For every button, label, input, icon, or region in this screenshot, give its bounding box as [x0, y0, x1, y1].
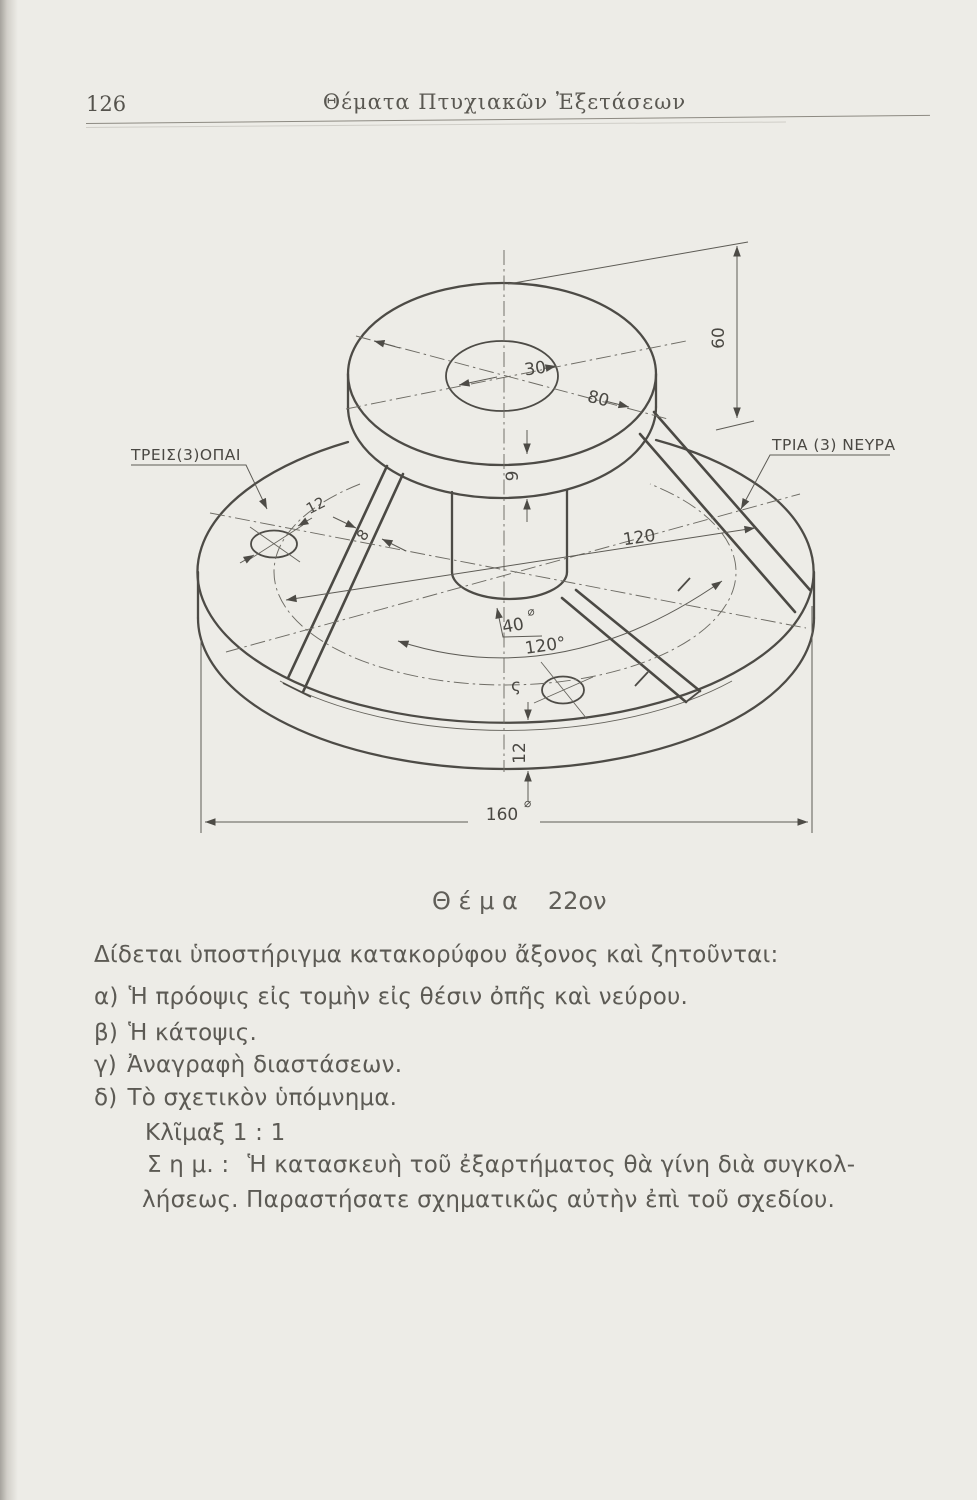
callout-ribs: [741, 436, 896, 509]
label-three-holes: ΤΡΕΙΣ(3)ΟΠΑΙ: [131, 446, 241, 464]
dim-disc-thickness: [503, 430, 527, 522]
problem-title: [432, 887, 606, 915]
note-line-2: λήσεως. Παραστήσατε σχηματικῶς αὐτὴν ἐπὶ τοῦ σχεδίου.: [142, 1187, 836, 1213]
dim-rib-angle: [398, 581, 722, 659]
stray-mark: ς: [511, 676, 521, 696]
dim-base-thickness: [510, 702, 530, 801]
running-header: Θέματα Πτυχιακῶν Ἐξετάσεων: [322, 90, 687, 114]
central-column: [452, 490, 567, 599]
dim-top-disc: [374, 341, 629, 411]
item-a-label: α): [94, 984, 119, 1010]
note-line-1: [147, 1152, 855, 1178]
item-c-text: Ἀναγραφὴ διαστάσεων.: [127, 1052, 403, 1078]
dim-12-base-text: 12: [510, 742, 530, 764]
dim-160-text: 160: [485, 805, 519, 825]
dim-120deg-text: 120°: [523, 633, 567, 659]
dim-40-dia-symbol: ⌀: [526, 603, 536, 619]
page-number: 126: [86, 92, 127, 116]
dim-30-text: 30: [523, 357, 548, 381]
dim-small-hole: [240, 493, 328, 563]
dim-60-text: 60: [709, 327, 729, 349]
note-label: Σ η μ. :: [147, 1152, 230, 1178]
item-d-text: Τὸ σχετικὸν ὑπόμνημα.: [127, 1085, 398, 1111]
label-three-ribs: ΤΡΙΑ (3) ΝΕΥΡΑ: [772, 436, 896, 454]
rib-left: [283, 466, 403, 697]
dim-120-text: 120: [621, 525, 657, 551]
problem-title-number: 22ον: [547, 887, 607, 915]
header-rule: [86, 115, 930, 124]
dim-base-dia: [201, 603, 812, 833]
callout-holes: [130, 446, 267, 509]
dim-9-text: 9: [503, 470, 523, 482]
problem-item-b: [94, 1020, 257, 1046]
dim-12-hole-text: 12: [303, 493, 329, 518]
item-a-text: Ἡ πρόοψις εἰς τομὴν εἰς θέσιν ὀπῆς καὶ νεύρου.: [128, 984, 688, 1010]
dim-overall-height: [508, 242, 754, 430]
problem-item-d: [94, 1085, 397, 1111]
problem-intro: Δίδεται ὑποστήριγμα κατακορύφου ἄξονος καὶ ζητοῦνται:: [94, 942, 779, 968]
dim-40-text: 40: [500, 614, 526, 638]
dim-8-text: 8: [352, 526, 374, 545]
dim-top-hole: [459, 358, 556, 385]
dim-160-dia-symbol: ⌀: [524, 796, 532, 810]
item-b-text: Ἡ κάτοψις.: [128, 1020, 257, 1046]
dim-80-text: 80: [585, 386, 612, 412]
problem-item-c: [94, 1052, 402, 1078]
isometric-technical-drawing: [80, 150, 940, 850]
item-b-label: β): [94, 1020, 119, 1046]
scale-line: Κλῖμαξ 1 : 1: [145, 1120, 286, 1146]
top-disc: [348, 283, 656, 498]
item-c-label: γ): [94, 1052, 117, 1078]
item-d-label: δ): [94, 1085, 118, 1111]
scan-left-edge-shadow: [0, 0, 18, 1500]
bolt-circle-centerline: [274, 484, 736, 685]
note-text-1: Ἡ κατασκευὴ τοῦ ἐξαρτήματος θὰ γίνη διὰ συγκολ-: [247, 1152, 856, 1178]
problem-title-word: Θ έ μ α: [432, 887, 518, 915]
bolt-hole-left: [247, 525, 303, 562]
bolt-hole-front: [534, 662, 593, 719]
problem-item-a: [94, 984, 688, 1010]
